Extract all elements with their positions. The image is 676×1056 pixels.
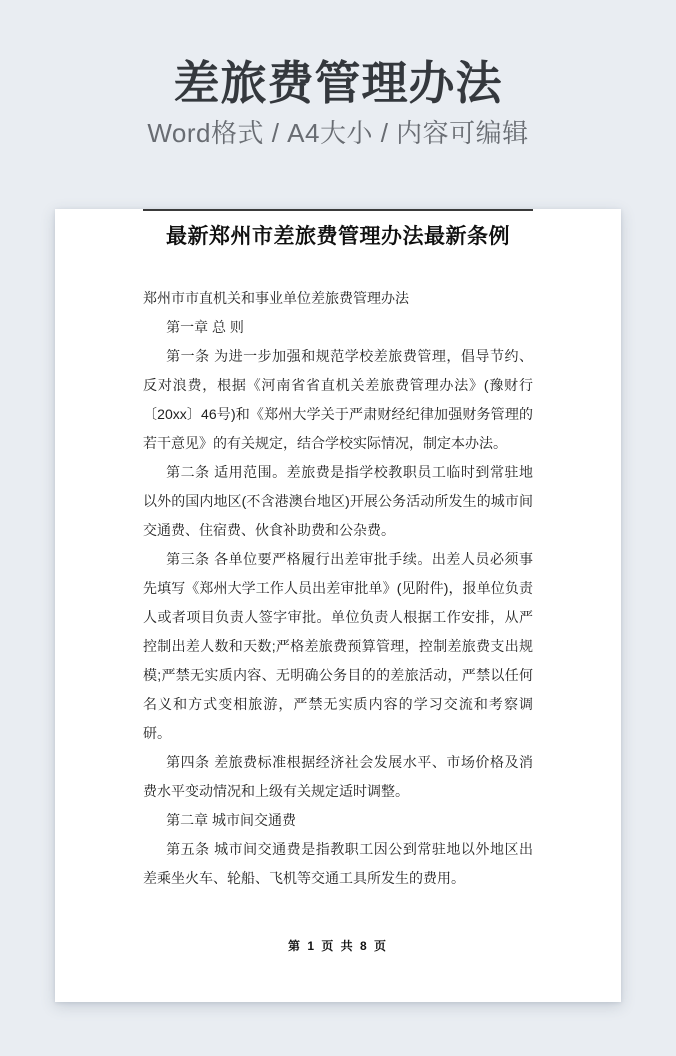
title-divider <box>143 209 533 211</box>
document-paragraph: 第二章 城市间交通费 <box>166 812 296 828</box>
document-paragraph: 第五条 城市间交通费是指教职工因公到常驻地以外地区出差乘坐火车、轮船、飞机等交通工具所发生的费用。 <box>143 841 533 886</box>
document-paragraph: 第四条 差旅费标准根据经济社会发展水平、市场价格及消费水平变动情况和上级有关规定适时调整。 <box>143 754 533 799</box>
document-paragraph: 第一章 总 则 <box>166 319 244 335</box>
document-paragraph: 第二条 适用范围。差旅费是指学校教职员工临时到常驻地以外的国内地区(不含港澳台地区)开展公务活动所发生的城市间交通费、住宿费、伙食补助费和公杂费。 <box>143 464 533 538</box>
template-header <box>0 0 676 150</box>
document-heading: 最新郑州市差旅费管理办法最新条例 <box>166 225 510 248</box>
template-title: 差旅费管理办法 <box>173 57 503 109</box>
page-number-footer: 第 1 页 共 8 页 <box>287 939 389 953</box>
document-body <box>143 284 533 893</box>
document-paragraph: 郑州市市直机关和事业单位差旅费管理办法 <box>143 290 409 306</box>
template-subtitle: Word格式 / A4大小 / 内容可编辑 <box>147 118 529 148</box>
document-paragraph: 第三条 各单位要严格履行出差审批手续。出差人员必须事先填写《郑州大学工作人员出差审批单》(见附件)，报单位负责人或者项目负责人签字审批。单位负责人根据工作安排，从严控制出差人数和天数;严格差旅费预算管理，控制差旅费支出规模;严禁无实质内容、无明确公务目的的差旅活动，严禁以任何名义和方式变相旅游，严禁无实质内容的学习交流和考察调研。 <box>143 551 533 741</box>
document-page <box>55 209 621 1002</box>
document-paragraph: 第一条 为进一步加强和规范学校差旅费管理，倡导节约、反对浪费，根据《河南省省直机关差旅费管理办法》(豫财行〔20xx〕46号)和《郑州大学关于严肃财经纪律加强财务管理的若干意见》的有关规定，结合学校实际情况，制定本办法。 <box>143 348 533 451</box>
